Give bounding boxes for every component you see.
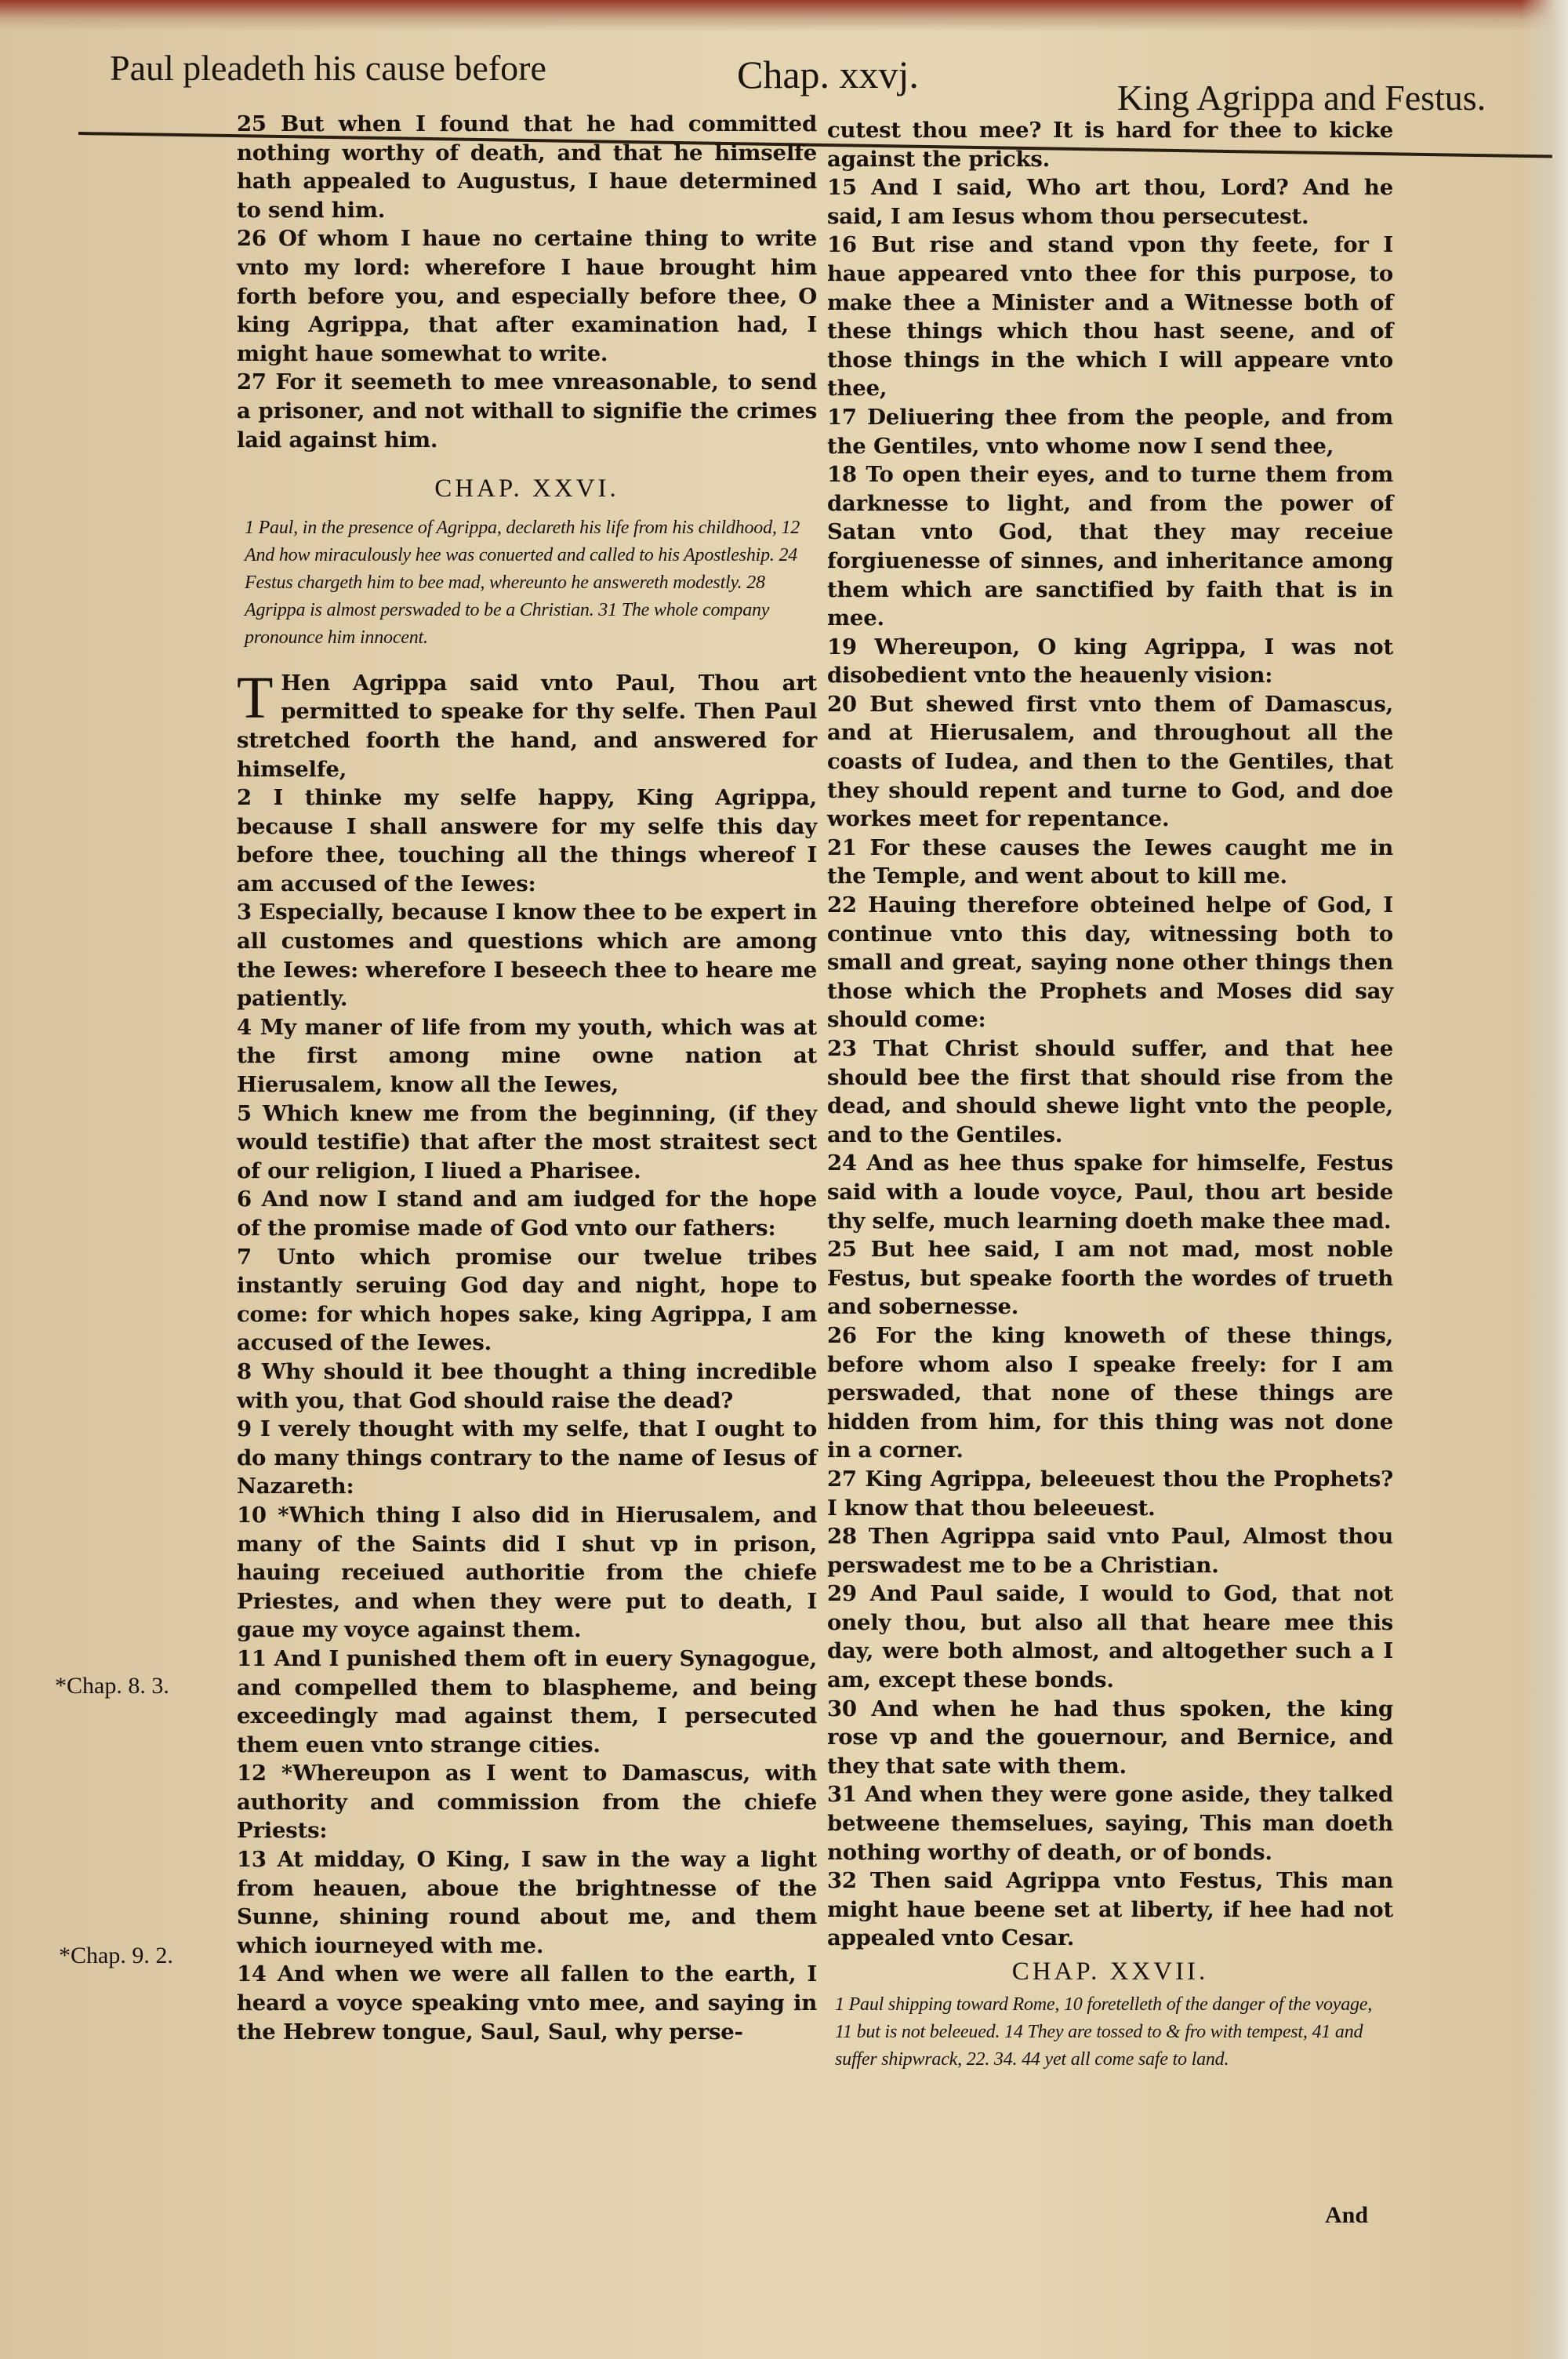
verse: cutest thou mee? It is hard for thee to kicke against the pricks. (827, 118, 1393, 172)
verse: 9 I verely thought with my selfe, that I ought to do many things contrary to the name of Iesus of Nazareth: (237, 1416, 817, 1499)
verse: 13 At midday, O King, I saw in the way a light from heauen, aboue the brightnesse of the Sunne, shining round about me, and them which iourneyed with me. (237, 1847, 817, 1958)
verse: 24 And as hee thus spake for himselfe, Festus said with a loude voyce, Paul, thou art beside thy selfe, much learning doeth make thee mad. (827, 1150, 1393, 1234)
verse: 11 And I punished them oft in euery Synagogue, and compelled them to blaspheme, and being exceedingly mad against them, I persecuted them euen vnto strange cities. (237, 1645, 817, 1757)
verse: 14 And when we were all fallen to the earth, I heard a voyce speaking vnto mee, and saying in the Hebrew tongue, Saul, Saul, why perse- (237, 1961, 817, 2045)
left-column (237, 110, 817, 2046)
verse: 12 *Whereupon as I went to Damascus, with authority and commission from the chiefe Priests: (237, 1761, 817, 1844)
drop-cap: T (237, 664, 274, 731)
margin-note-chap-8: *Chap. 8. 3. (55, 1673, 169, 1699)
verse: 18 To open their eyes, and to turne them from darknesse to light, and from the power of Satan vnto God, that they may receiue forgiuenesse of sinnes, and inheritance among them which are sanctified by faith that is in mee. (827, 462, 1393, 631)
verse: 17 Deliuering thee from the people, and from the Gentiles, vnto whome now I send thee, (827, 404, 1393, 459)
page-right-edge (1521, 0, 1568, 2359)
catchword: And (1325, 2202, 1369, 2228)
verse: 22 Hauing therefore obteined helpe of God, I continue vnto this day, witnessing both to small and great, saying none other things then those which the Prophets and Moses did say should come: (827, 892, 1393, 1033)
verse: 10 *Which thing I also did in Hierusalem, and many of the Saints did I shut vp in prison, hauing receiued authoritie from the chiefe Priestes, and when they were put to death, I gaue my voyce against them. (237, 1502, 817, 1643)
page-top-edge (0, 0, 1568, 31)
verse-27: 27 For it seemeth to mee vnreasonable, to send a prisoner, and not withall to signifie the crimes laid against him. (237, 369, 817, 453)
verse: 28 Then Agrippa said vnto Paul, Almost thou perswadest me to be a Christian. (827, 1524, 1393, 1578)
verse: 19 Whereupon, O king Agrippa, I was not disobedient vnto the heauenly vision: (827, 634, 1393, 689)
verse: 29 And Paul saide, I would to God, that not onely thou, but also all that heare mee this day, were both almost, and altogether such a I am, except these bonds. (827, 1581, 1393, 1693)
verse: 3 Especially, because I know thee to be expert in all customes and questions which are among the Iewes: wherefore I beseech thee to heare me patiently. (237, 900, 817, 1012)
verse: 20 But shewed first vnto them of Damascus, and at Hierusalem, and throughout all the coasts of Iudea, and then to the Gentiles, that they should repent and turne to God, and doe workes meet for repentance. (827, 691, 1393, 832)
chapter-argument-27: 1 Paul shipping toward Rome, 10 foretelleth of the danger of the voyage, 11 but is not beleeued. 14 They are tossed to & fro with tempest, 41 and suffer shipwrack, 22. 34. 44 yet all come safe to land. (835, 1994, 1373, 2070)
verse: 2 I thinke my selfe happy, King Agrippa, because I shall answere for my selfe this day before thee, touching all the things whereof I am accused of the Iewes: (237, 785, 817, 896)
verse: 6 And now I stand and am iudged for the hope of the promise made of God vnto our fathers: (237, 1187, 817, 1241)
verse-1 (237, 664, 817, 783)
verse: 7 Unto which promise our twelue tribes instantly seruing God day and night, hope to come: for which hopes sake, king Agrippa, I am accused of the Iewes. (237, 1244, 817, 1356)
verse: 31 And when they were gone aside, they talked betweene themselues, saying, This man doeth nothing worthy of death, or of bonds. (827, 1782, 1393, 1865)
verse: 25 But hee said, I am not mad, most noble Festus, but speake foorth the wordes of trueth and sobernesse. (827, 1237, 1393, 1320)
verse-25: 25 But when I found that he had committed nothing worthy of death, and that he himselfe hath appealed to Augustus, I haue determined to send him. (237, 111, 817, 223)
running-head-right: King Agrippa and Festus. (1117, 78, 1486, 118)
running-head-left: Paul pleadeth his cause before (110, 48, 546, 88)
right-column (827, 116, 1393, 2074)
verse: 23 That Christ should suffer, and that hee should bee the first that should rise from the dead, and should shewe light vnto the people, and to the Gentiles. (827, 1036, 1393, 1147)
verse: 5 Which knew me from the beginning, (if they would testifie) that after the most straitest sect of our religion, I liued a Pharisee. (237, 1100, 817, 1183)
verse: 4 My maner of life from my youth, which was at the first among mine owne nation at Hierusalem, know all the Iewes, (237, 1014, 817, 1098)
chapter-argument-26: 1 Paul, in the presence of Agrippa, declareth his life from his childhood, 12 And how miraculously hee was conuerted and called to his Apostleship. 24 Festus chargeth him to bee mad, whereunto he answereth modestly. 28 Agrippa is almost perswaded to be a Christian. 31 The whole company pronounce him innocent. (245, 517, 800, 648)
verse: 26 For the king knoweth of these things, before whom also I speake freely: for I am perswaded, that none of these things are hidden from him, for this thing was not done in a corner. (827, 1322, 1393, 1463)
verse: 15 And I said, Who art thou, Lord? And he said, I am Iesus whom thou persecutest. (827, 175, 1393, 229)
verse: 32 Then said Agrippa vnto Festus, This man might haue beene set at liberty, if hee had not appealed vnto Cesar. (827, 1868, 1393, 1951)
verse: 27 King Agrippa, beleeuest thou the Prophets? I know that thou beleeuest. (827, 1466, 1393, 1521)
verse-26: 26 Of whom I haue no certaine thing to write vnto my lord: wherefore I haue brought him forth before you, and especially before thee, O king Agrippa, that after examination had, I might haue somewhat to write. (237, 226, 817, 366)
verse: 21 For these causes the Iewes caught me in the Temple, and went about to kill me. (827, 834, 1393, 889)
chapter-heading-27: CHAP. XXVII. (1011, 1957, 1209, 1986)
verse: 16 But rise and stand vpon thy feete, for I haue appeared vnto thee for this purpose, to make thee a Minister and a Witnesse both of these things which thou hast seene, and of those things in the which I will appeare vnto thee, (827, 232, 1393, 402)
verse: 30 And when he had thus spoken, the king rose vp and the gouernour, and Bernice, and they that sate with them. (827, 1696, 1393, 1779)
verse: 8 Why should it bee thought a thing incredible with you, that God should raise the dead? (237, 1358, 817, 1413)
running-head (0, 31, 1568, 118)
verse-1-text: Hen Agrippa said vnto Paul, Thou art permitted to speake for thy selfe. Then Paul stretched foorth the hand, and answered for himselfe, (237, 670, 817, 782)
running-head-chapter: Chap. xxvj. (737, 53, 919, 96)
chapter-heading-26: CHAP. XXVI. (434, 474, 619, 503)
margin-note-chap-9: *Chap. 9. 2. (59, 1943, 173, 1968)
